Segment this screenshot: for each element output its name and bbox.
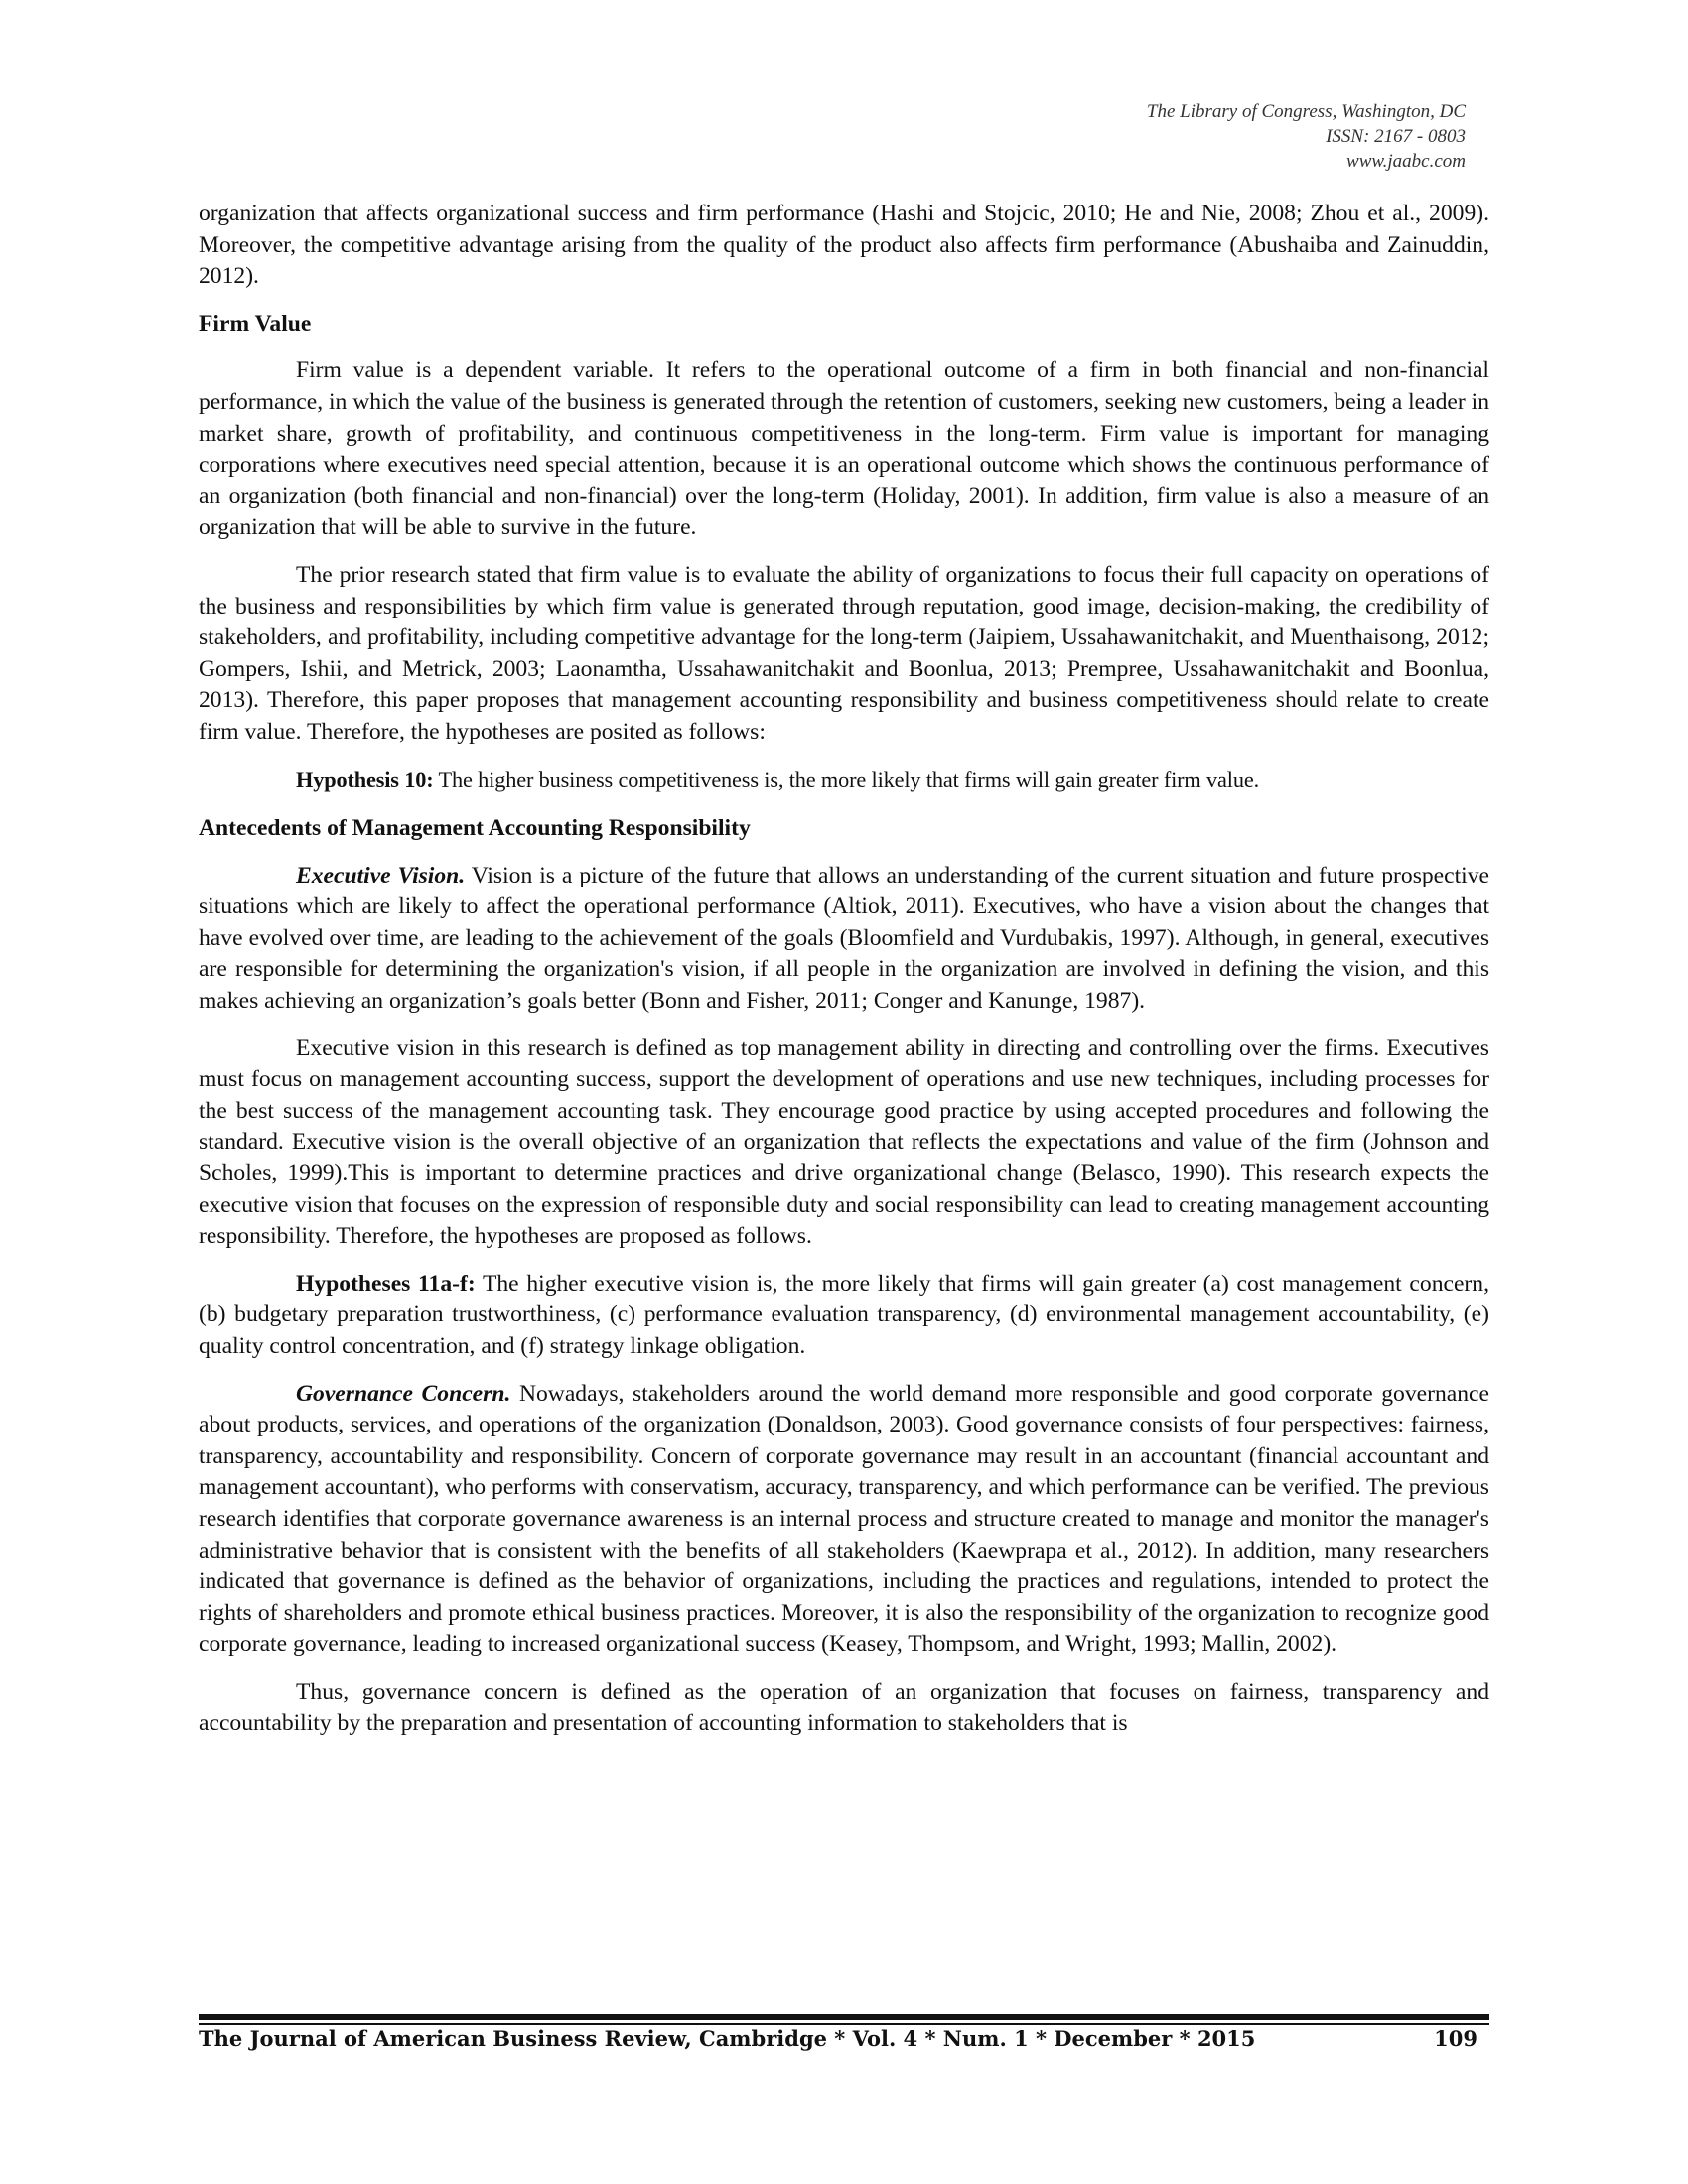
paragraph-firm-value-definition: Firm value is a dependent variable. It refers to the operational outcome of a firm in both financial and non-financial performance, in which the value of the business is generated through the retention of customers, seeking new customers, being a leader in market share, growth of profitability, and continuous competitiveness in the long-term. Firm value is important for managing corporations where executives need special attention, because it is an operational outcome which shows the continuous performance of an organization (both financial and non-financial) over the long-term (Holiday, 2001). In addition, firm value is also a measure of an organization that will be able to survive in the future. (199, 357, 1489, 541)
paragraph-executive-vision-definition: Executive vision in this research is defined as top management ability in directing and controlling over the firms. Executives must focus on management accounting success, support the development of operations and use new techniques, including processes for the best success of the management accounting task. They encourage good practice by using accepted procedures and following the standard. Executive vision is the overall objective of an organization that reflects the expectations and value of the firm (Johnson and Scholes, 1999).This is important to determine practices and drive organizational change (Belasco, 1990). This research expects the executive vision that focuses on the expression of responsible duty and social responsibility can lead to creating management accounting responsibility. Therefore, the hypotheses are proposed as follows. (199, 1034, 1489, 1250)
subheading-governance-concern: Governance Concern. (296, 1380, 511, 1407)
footer-divider (199, 2014, 1489, 2025)
header-website: www.jaabc.com (1346, 151, 1466, 172)
paragraph-firm-value-prior-research: The prior research stated that firm value is to evaluate the ability of organizations to focus their full capacity on operations of the business and responsibilities by which firm value is generated through reputation, good image, decision-making, the credibility of stakeholders, and profitability, including competitive advantage for the long-term (Jaipiem, Ussahawanitchakit, and Muenthaisong, 2012; Gompers, Ishii, and Metrick, 2003; Laonamtha, Ussahawanitchakit and Boonlua, 2013; Prempree, Ussahawanitchakit and Boonlua, 2013). Therefore, this paper proposes that management accounting responsibility and business competitiveness should relate to create firm value. Therefore, the hypotheses are posited as follows: (199, 561, 1489, 745)
footer-journal-citation: The Journal of American Business Review, Cambridge * Vol. 4 * Num. 1 * December * 2015 (199, 2026, 1256, 2051)
header-publisher: The Library of Congress, Washington, DC (1146, 101, 1466, 122)
header-issn: ISSN: 2167 - 0803 (1326, 126, 1466, 147)
hypothesis-text: The higher executive vision is, the more likely that firms will gain greater (a) cost management concern, (b) budgetary preparation trustworthiness, (c) performance evaluation transparency, (d) environmental management accountability, (e) quality control concentration, and (f) strategy linkage obligation. (199, 1270, 1489, 1359)
paragraph-text: Nowadays, stakeholders around the world demand more responsible and good corporate governance about products, services, and operations of the organization (Donaldson, 2003). Good governance consists of four perspectives: fairness, transparency, accountability and responsibility. Concern of corporate governance may result in an accountant (financial accountant and management accountant), who performs with conservatism, accuracy, transparency, and which performance can be verified. The previous research identifies that corporate governance awareness is an internal process and structure created to manage and monitor the manager's administrative behavior that is consistent with the benefits of all stakeholders (Kaewprapa et al., 2012). In addition, many researchers indicated that governance is defined as the behavior of organizations, including the practices and regulations, intended to protect the rights of shareholders and promote ethical business practices. Moreover, it is also the responsibility of the organization to recognize good corporate governance, leading to increased organizational success (Keasey, Thompsom, and Wright, 1993; Mallin, 2002). (199, 1380, 1489, 1658)
paragraph-governance-definition: Thus, governance concern is defined as the operation of an organization that focuses on fairness, transparency and accountability by the preparation and presentation of accounting information to stakeholders that is (199, 1678, 1489, 1736)
section-heading-firm-value: Firm Value (199, 310, 312, 337)
section-heading-antecedents: Antecedents of Management Accounting Responsibility (199, 815, 751, 842)
paragraph-executive-vision (199, 861, 1489, 1018)
page-number: 109 (1434, 2026, 1477, 2051)
running-header (1147, 99, 1466, 174)
hypothesis-10 (199, 764, 1489, 796)
hypothesis-text: The higher business competitiveness is, the more likely that firms will gain greater firm value. (433, 766, 1260, 792)
page-body (199, 199, 1489, 1755)
hypothesis-label: Hypotheses 11a-f: (296, 1270, 476, 1297)
hypothesis-label: Hypothesis 10: (296, 766, 434, 792)
running-footer (199, 2026, 1489, 2051)
paragraph-text: Vision is a picture of the future that allows an understanding of the current situation and future prospective situations which are likely to affect the operational performance (Altiok, 2011). Executives, who have a vision about the changes that have evolved over time, are leading to the achievement of the goals (Bloomfield and Vurdubakis, 1997). Although, in general, executives are responsible for determining the organization's vision, if all people in the organization are involved in defining the vision, and this makes achieving an organization’s goals better (Bonn and Fisher, 2011; Conger and Kanunge, 1987). (199, 862, 1489, 1015)
paragraph-governance-concern (199, 1379, 1489, 1661)
subheading-executive-vision: Executive Vision. (296, 862, 466, 888)
hypotheses-11 (199, 1269, 1489, 1363)
paragraph-continuation: organization that affects organizational success and firm performance (Hashi and Stojcic, 2010; He and Nie, 2008; Zhou et al., 2009). Moreover, the competitive advantage arising from the quality of the product also affects firm performance (Abushaiba and Zainuddin, 2012). (199, 201, 1489, 290)
